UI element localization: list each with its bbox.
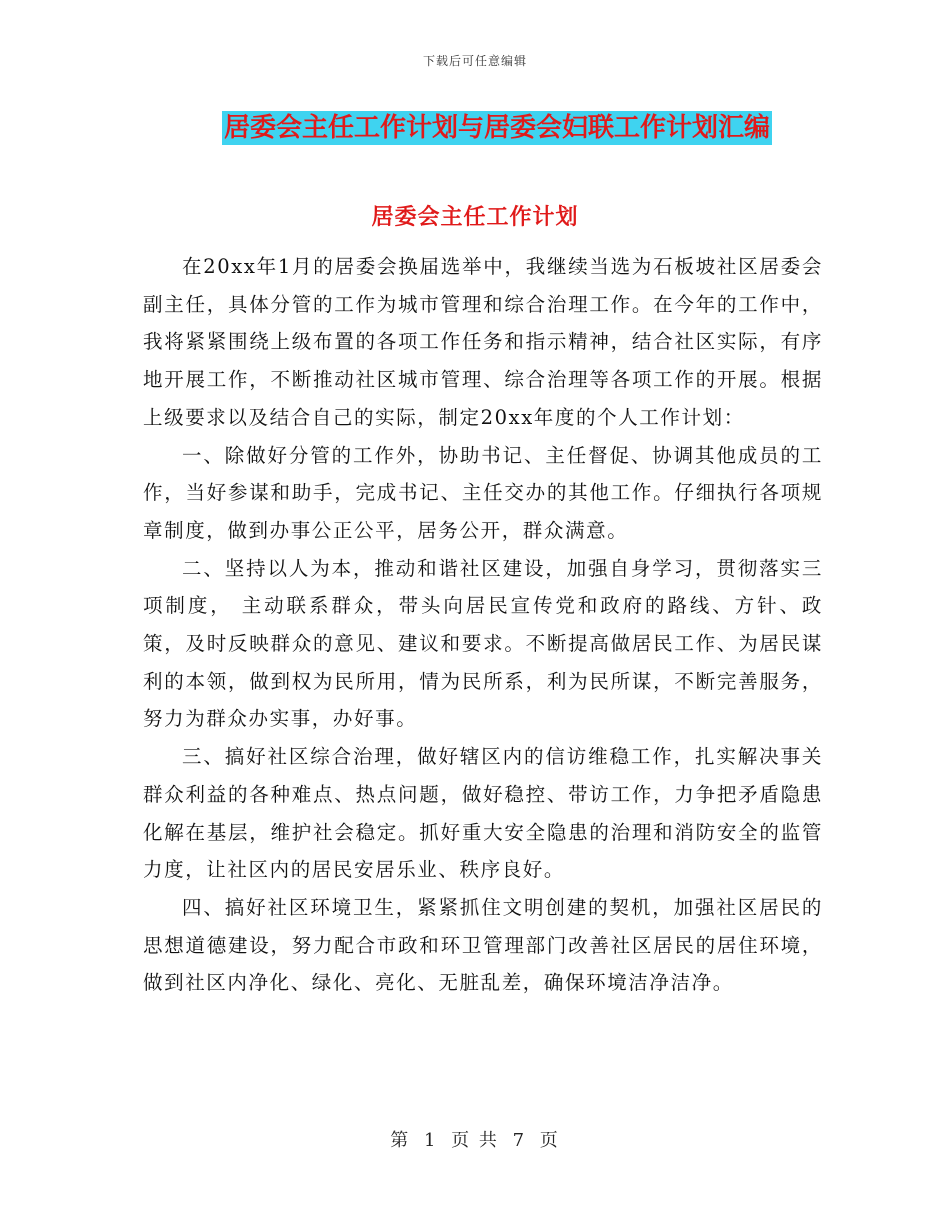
page-header-note: 下载后可任意编辑 xyxy=(422,54,527,68)
paragraph-item-2: 二、坚持以人为本，推动和谐社区建设，加强自身学习，贯彻落实三项制度， 主动联系群众，带头向居民宣传党和政府的路线、方针、政策，及时反映群众的意见、建议和要求。不断提高做居民工作、为居民谋利的本领，做到权为民所用，情为民所系，利为民所谋，不断完善服务，努力为群众办实事，办好事。 xyxy=(143,556,823,731)
document-body xyxy=(143,248,823,1002)
footer-total-pages: 7 xyxy=(512,1130,527,1151)
paragraph-item-4: 四、搞好社区环境卫生，紧紧抓住文明创建的契机，加强社区居民的思想道德建设，努力配合市政和环卫管理部门改善社区居民的居住环境，做到社区内净化、绿化、亮化、无脏乱差，确保环境洁净洁净。 xyxy=(143,895,823,995)
paragraph-item-3: 三、搞好社区综合治理，做好辖区内的信访维稳工作，扎实解决事关群众利益的各种难点、热点问题，做好稳控、带访工作，力争把矛盾隐患化解在基层，维护社会稳定。抓好重大安全隐患的治理和消防安全的监管力度，让社区内的居民安居乐业、秩序良好。 xyxy=(143,745,823,882)
page-footer xyxy=(0,1126,950,1152)
footer-prefix: 第 xyxy=(390,1130,411,1151)
paragraph-item-1: 一、除做好分管的工作外，协助书记、主任督促、协调其他成员的工作，当好参谋和助手，完成书记、主任交办的其他工作。仔细执行各项规章制度，做到办事公正公平，居务公开，群众满意。 xyxy=(143,443,823,542)
document-main-title: 居委会主任工作计划与居委会妇联工作计划汇编 xyxy=(224,113,771,143)
footer-page-number: 1 xyxy=(423,1130,438,1151)
footer-suffix: 页 xyxy=(539,1130,560,1151)
paragraph-intro: 在20xx年1月的居委会换届选举中，我继续当选为石板坡社区居委会副主任，具体分管的工作为城市管理和综合治理工作。在今年的工作中，我将紧紧围绕上级布置的各项工作任务和指示精神，结合社区实际，有序地开展工作，不断推动社区城市管理、综合治理等各项工作的开展。根据上级要求以及结合自己的实际，制定20xx年度的个人工作计划： xyxy=(143,255,823,429)
footer-middle: 页 共 xyxy=(451,1130,499,1151)
section-title: 居委会主任工作计划 xyxy=(371,204,579,230)
